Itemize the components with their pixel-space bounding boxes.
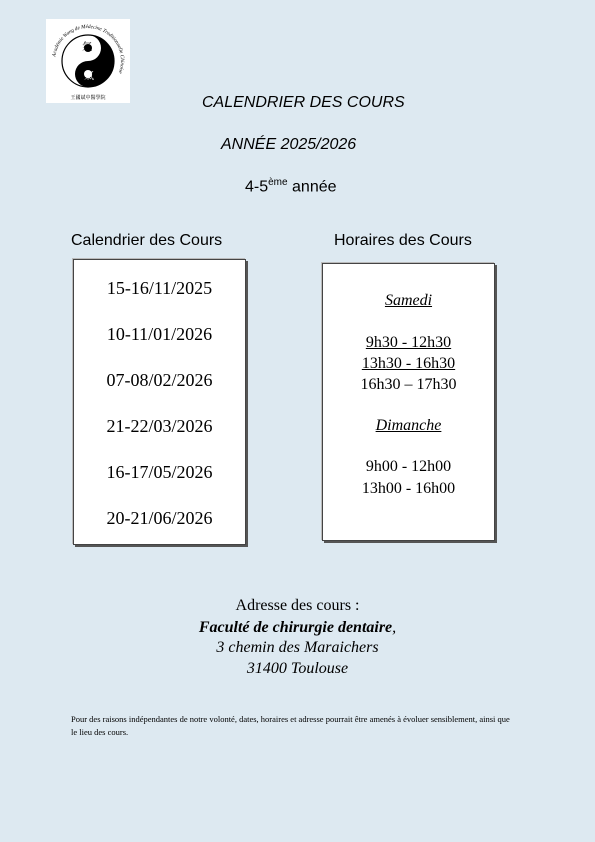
level-sup: ème [268,177,288,188]
address-street: 3 chemin des Maraichers [216,639,379,656]
disclaimer-note: Pour des raisons indépendantes de notre volonté, dates, horaires et adresse pourrait être amenés à évoluer sensiblement, ainsi que le lieu des cours. [71,714,510,737]
schedule-heading: Horaires des Cours [334,232,472,249]
saturday-slot: 13h30 - 16h30 [361,355,456,372]
date-item: 15-16/11/2025 [106,278,213,298]
dates-box [73,259,246,545]
logo-ring-text: Académie Wang de Médecine Traditionnelle Chinoise [51,23,126,75]
date-item: 10-11/01/2026 [106,324,213,344]
course-level [245,177,337,196]
date-item: 07-08/02/2026 [106,370,213,390]
place-name: Faculté de chirurgie dentaire [198,619,393,636]
saturday-label: Samedi [384,292,433,309]
date-item: 20-21/06/2026 [106,508,213,528]
level-suffix: année [287,178,337,196]
sunday-slot: 13h00 - 16h00 [361,480,456,497]
place-suffix: , [392,619,397,636]
logo-bottom-text: 王國斌中醫學院 [70,95,106,101]
address-place [0,619,595,637]
logo-glyph-bottom: 氣 [84,71,94,82]
hours-box [322,263,495,541]
address-city: 31400 Toulouse [246,660,349,677]
school-logo [46,19,130,103]
sunday-label: Dimanche [375,417,442,434]
academic-year: ANNÉE 2025/2026 [221,136,357,153]
sunday-slot: 9h00 - 12h00 [365,458,452,475]
date-item: 16-17/05/2026 [106,462,213,482]
saturday-slot: 16h30 – 17h30 [360,376,457,393]
page-title: CALENDRIER DES COURS [202,94,405,111]
calendar-heading: Calendrier des Cours [71,232,223,249]
yin-yang-icon [46,19,130,103]
level-prefix: 4-5 [245,178,269,196]
address-label: Adresse des cours : [235,597,360,614]
saturday-slot: 9h30 - 12h30 [365,334,452,351]
logo-glyph-top: 氣 [82,42,92,53]
date-item: 21-22/03/2026 [106,416,213,436]
